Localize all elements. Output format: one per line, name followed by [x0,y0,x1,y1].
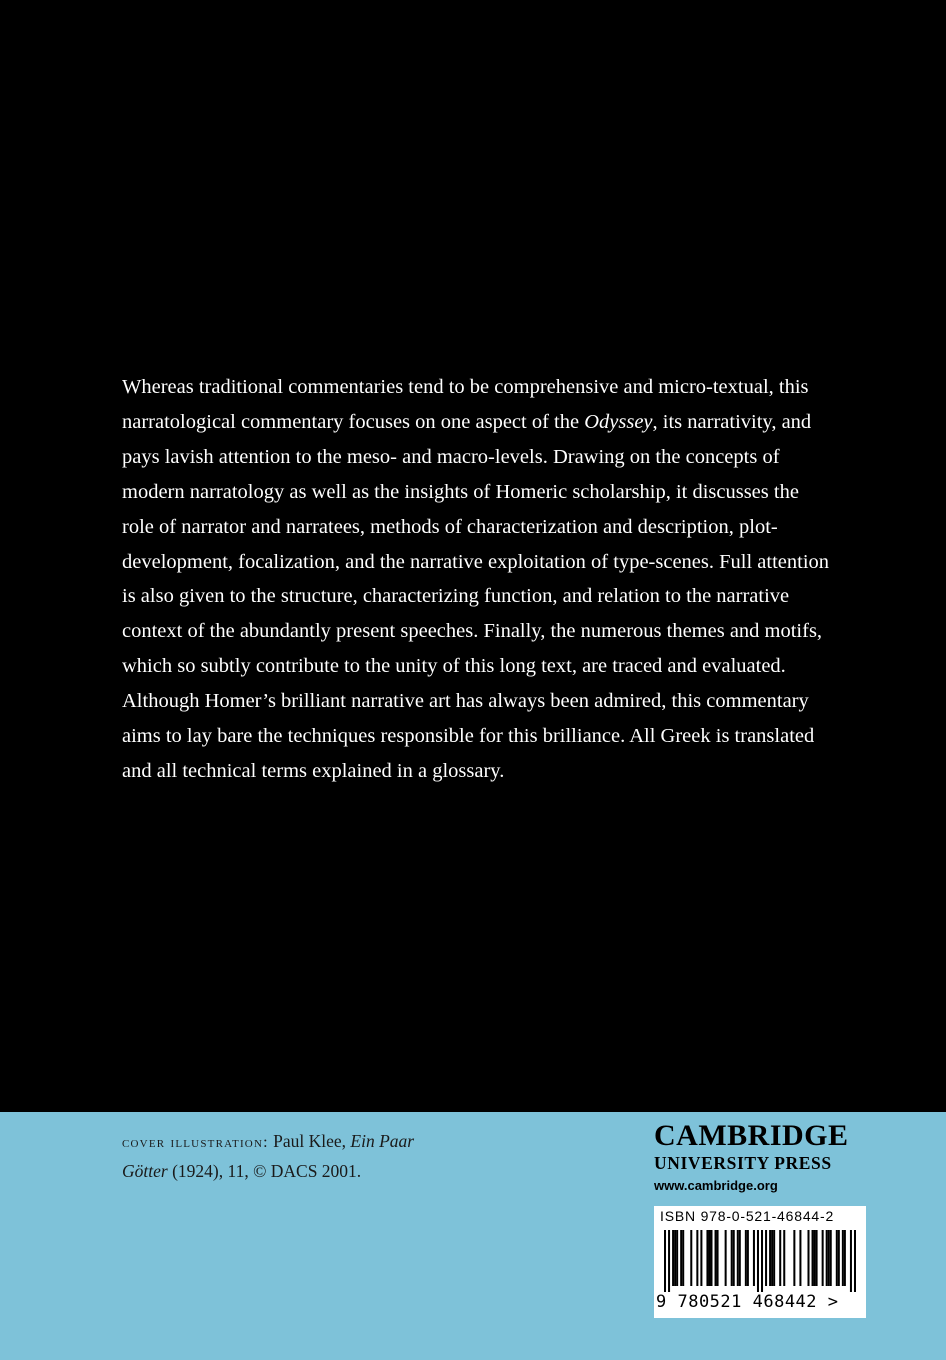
barcode-bar [807,1230,809,1286]
barcode-bar [828,1230,830,1286]
barcode-bar [668,1230,670,1292]
cover-credit [122,1127,442,1185]
barcode-bar [690,1230,692,1286]
blurb-text [122,370,832,789]
barcode-bar [836,1230,838,1286]
barcode-bar [838,1230,840,1286]
barcode-bar [779,1230,781,1286]
publisher-subtitle: UNIVERSITY PRESS [654,1153,832,1173]
blurb-part-1: Whereas traditional commentaries tend to be comprehensive and micro-textual, this narratological commentary focuses on one aspect of the [122,376,809,433]
barcode-bar [793,1230,795,1286]
barcode-bar [771,1230,773,1286]
barcode-bar [753,1230,755,1286]
barcode-bar [733,1230,735,1286]
barcode-bar [842,1230,844,1286]
isbn-text: ISBN 978-0-521-46844-2 [660,1208,835,1224]
blurb-part-2: , its narrativity, and pays lavish attention to the meso- and macro-levels. Drawing on the concepts of modern narratology as well as the insights of Homeric scholarship, it discusses the role of narrator and narratees, methods of characterization and description, plot-development, focalization, and the narrative exploitation of type-scenes. Full attention is also given to the structure, characterizing function, and relation to the narrative context of the abundantly present speeches. Finally, the numerous themes and motifs, which so subtly contribute to the unity of this long text, are traced and evaluated. Although Homer’s brilliant narrative art has always been admired, this commentary aims to lay bare the techniques responsible for this brilliance. All Greek is translated and all technical terms explained in a glossary. [122,410,830,782]
barcode-bar [710,1230,712,1286]
publisher-url: www.cambridge.org [654,1178,778,1193]
barcode-bar [737,1230,739,1286]
barcode-bar [814,1230,816,1286]
barcode-bar [761,1230,763,1292]
credit-details: (1924), 11, © DACS 2001. [167,1161,362,1181]
barcode-block [654,1206,866,1318]
barcode-bar [715,1230,717,1286]
barcode-digits: 9 780521 468442 > [656,1292,839,1312]
barcode-bar [731,1230,733,1286]
barcode-bar [664,1230,666,1292]
barcode-bar [676,1230,678,1286]
barcode-bar [822,1230,824,1286]
barcode-bar [717,1230,719,1286]
barcode-bar [682,1230,684,1286]
barcode-bar [700,1230,702,1286]
barcode-bar [745,1230,747,1286]
barcode-bar [854,1230,856,1292]
publisher-logo [654,1120,884,1196]
barcode-bar [850,1230,852,1292]
credit-artist: Paul Klee, [268,1131,351,1151]
barcode-bar [708,1230,710,1286]
barcode-bar [799,1230,801,1286]
barcode-bar [769,1230,771,1286]
barcode-bar [816,1230,818,1286]
barcode-bar [812,1230,814,1286]
barcode-bar [783,1230,785,1286]
barcode-bar [747,1230,749,1286]
credit-title: Ein Paar Götter [122,1131,415,1181]
barcode-bar [765,1230,767,1286]
barcode-bars [664,1230,856,1292]
barcode-bar [826,1230,828,1286]
barcode-bar [674,1230,676,1286]
barcode-bar [739,1230,741,1286]
blurb-italic-title: Odyssey [584,410,653,433]
barcode-bar [680,1230,682,1286]
barcode-bar [830,1230,832,1286]
barcode-bar [725,1230,727,1286]
credit-label: cover illustration: [122,1134,269,1151]
barcode-bar [844,1230,846,1286]
barcode-bar [696,1230,698,1286]
barcode-bar [706,1230,708,1286]
publisher-name: CAMBRIDGE [654,1119,849,1152]
barcode-bar [773,1230,775,1286]
blurb-paragraph [122,370,832,789]
barcode-bar [672,1230,674,1286]
barcode-bar [757,1230,759,1292]
